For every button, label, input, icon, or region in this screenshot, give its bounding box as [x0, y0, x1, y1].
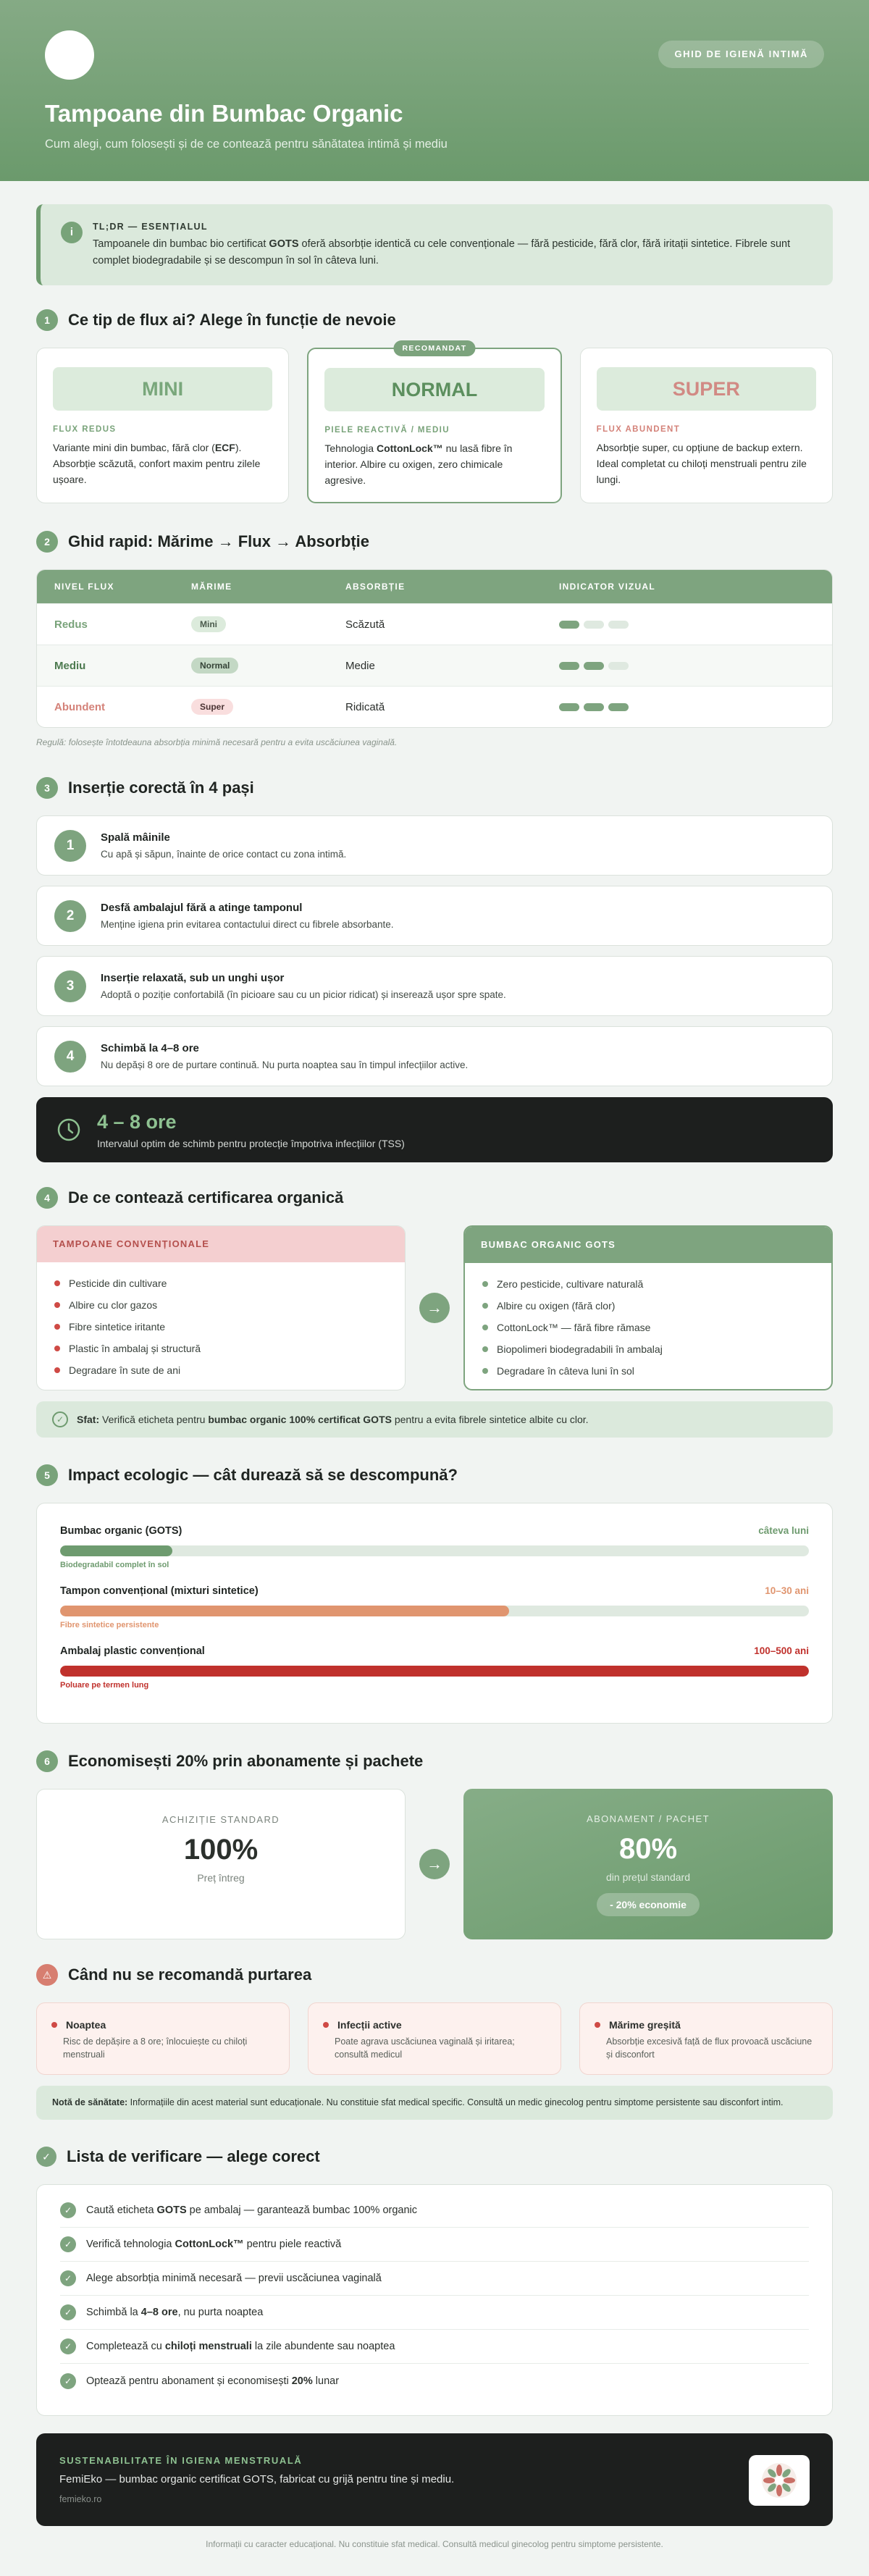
warning-cards [36, 2002, 833, 2075]
warning-card: Noaptea Risc de depășire a 8 ore; înlocuiește cu chiloți menstruali [36, 2002, 290, 2075]
progress-fill [60, 1666, 809, 1677]
col-header: INDICATOR VIZUAL [559, 582, 656, 592]
warning-text: Risc de depășire a 8 ore; înlocuiește cu chiloți menstruali [63, 2036, 248, 2060]
section-flux-header [36, 307, 833, 333]
eco-impact-card [36, 1503, 833, 1724]
indicator-bar [559, 662, 579, 670]
clock-icon [56, 1117, 81, 1142]
col-header: ABSORBȚIE [345, 582, 406, 592]
checklist-item: ✓ Optează pentru abonament și economisești 20% lunar [60, 2364, 809, 2398]
eco-row [60, 1585, 809, 1629]
flower-logo-icon [760, 2462, 798, 2499]
indicator-bar [608, 662, 629, 670]
checklist-item: ✓ Completează cu chiloți menstruali la zile abundente sau noaptea [60, 2330, 809, 2364]
size-pill: Normal [191, 658, 238, 674]
recommended-badge: RECOMANDAT [393, 340, 475, 356]
organic-title: BUMBAC ORGANIC GOTS [465, 1227, 831, 1263]
list-item: Fibre sintetice iritante [54, 1316, 387, 1338]
flux-name: MINI [53, 367, 272, 411]
warning-card: Mărime greșită Absorbție excesivă față de flux provoacă uscăciune și disconfort [579, 2002, 833, 2075]
section-number: 4 [36, 1187, 58, 1209]
standard-price-card [36, 1789, 406, 1939]
table-note: Regulă: folosește întotdeauna absorbția minimă necesară pentru a evita uscăciunea vaginală. [36, 737, 398, 747]
progress-fill [60, 1545, 172, 1556]
footer-logo [749, 2455, 810, 2506]
list-item: Albire cu oxigen (fără clor) [482, 1295, 814, 1317]
flux-name: NORMAL [324, 368, 544, 411]
col-header: MĂRIME [191, 582, 232, 592]
step-title: Schimbă la 4–8 ore [101, 1042, 199, 1054]
flux-card-mini[interactable] [36, 348, 289, 503]
organic-card [463, 1225, 833, 1390]
subscription-price-card[interactable] [463, 1789, 833, 1939]
flux-cards [36, 344, 833, 503]
step-number: 1 [54, 830, 86, 862]
list-item: Pesticide din cultivare [54, 1272, 387, 1294]
section-title: Economisești 20% prin abonamente și pachete [68, 1752, 424, 1770]
interval-text: Intervalul optim de schimb pentru protecție împotriva infecțiilor (TSS) [97, 1137, 405, 1149]
check-circle-icon: ✓ [52, 1411, 68, 1427]
subscription-desc: din prețul standard [606, 1871, 690, 1883]
section-cert-header [36, 1185, 833, 1211]
arrow-right-icon: → [419, 1293, 450, 1323]
flux-desc: Variante mini din bumbac, fără clor (ECF). Absorbție scăzută, confort maxim pentru zilele ușoare. [53, 442, 261, 485]
hero-header [0, 0, 869, 181]
flow-level: Redus [54, 618, 88, 631]
material-name: Tampon convențional (mixturi sintetice) [60, 1585, 259, 1597]
checklist-icon: ✓ [36, 2147, 56, 2167]
checklist-item: ✓ Verifică tehnologia CottonLock™ pentru piele reactivă [60, 2228, 809, 2262]
step-item [36, 815, 833, 876]
indicator-bar [608, 621, 629, 629]
check-icon: ✓ [60, 2236, 76, 2252]
tip-box [36, 1401, 833, 1438]
bullet-icon [595, 2022, 600, 2028]
table-header [37, 570, 832, 603]
list-item: Albire cu clor gazos [54, 1294, 387, 1316]
material-note: Fibre sintetice persistente [60, 1621, 159, 1629]
material-name: Bumbac organic (GOTS) [60, 1525, 182, 1537]
visual-indicator [559, 703, 832, 711]
arrow-right-icon: → [419, 1849, 450, 1879]
page-title: Tampoane din Bumbac Organic [45, 100, 403, 127]
check-icon: ✓ [60, 2338, 76, 2354]
step-title: Desfă ambalajul fără a atinge tamponul [101, 902, 303, 914]
section-steps-header [36, 775, 833, 801]
tldr-label: TL;DR — ESENȚIALUL [93, 222, 208, 232]
table-row [37, 645, 832, 686]
footer-text: FemiEko — bumbac organic certificat GOTS, fabricat cu grijă pentru tine și mediu. [59, 2473, 455, 2485]
section-title: Ce tip de flux ai? Alege în funcție de nevoie [68, 311, 396, 329]
tip-text: Sfat: Verifică eticheta pentru bumbac organic 100% certificat GOTS pentru a evita fibrele sintetice albite cu clor. [77, 1414, 589, 1425]
checklist-card [36, 2184, 833, 2416]
checklist-item: ✓ Alege absorbția minimă necesară — previi uscăciunea vaginală [60, 2262, 809, 2296]
list-item: Degradare în câteva luni în sol [482, 1360, 814, 1382]
step-text: Cu apă și săpun, înainte de orice contact cu zona intimă. [101, 849, 347, 860]
progress-fill [60, 1606, 509, 1616]
flow-level: Abundent [54, 700, 105, 713]
material-note: Poluare pe termen lung [60, 1681, 149, 1690]
decompose-time: câteva luni [758, 1525, 809, 1536]
subscription-value: 80% [618, 1833, 678, 1865]
page-subtitle: Cum alegi, cum folosești și de ce contează pentru sănătatea intimă și mediu [45, 138, 448, 151]
disclaimer: Informații cu caracter educațional. Nu constituie sfat medical. Consultă medicul ginecolog pentru simptome persistente. [206, 2539, 663, 2549]
section-title: Inserție corectă în 4 pași [68, 779, 254, 797]
standard-label: ACHIZIȚIE STANDARD [161, 1814, 280, 1825]
savings-compare [36, 1789, 833, 1939]
checklist-item: ✓ Caută eticheta GOTS pe ambalaj — garantează bumbac 100% organic [60, 2194, 809, 2228]
table-row [37, 686, 832, 727]
warning-icon: ⚠ [36, 1964, 58, 1986]
bullet-icon [323, 2022, 329, 2028]
step-text: Menține igiena prin evitarea contactului direct cu fibrele absorbante. [101, 919, 394, 930]
check-icon: ✓ [60, 2304, 76, 2320]
step-text: Adoptă o poziție confortabilă (în picioare sau cu un picior ridicat) și inserează ușor spre spate. [101, 989, 506, 1000]
section-number: 6 [36, 1750, 58, 1772]
indicator-bar [559, 703, 579, 711]
tldr-text: Tampoanele din bumbac bio certificat GOTS oferă absorbție identică cu cele convenționale — fără pesticide, fără clor, fără iritații sintetice. Fibrele sunt complet biodegradabile și se descompun în sol în câteva luni. [93, 238, 791, 267]
section-title: Impact ecologic — cât durează să se descompună? [68, 1466, 458, 1484]
indicator-bar [559, 621, 579, 629]
tldr-box [36, 204, 833, 285]
list-item: CottonLock™ — fără fibre rămase [482, 1317, 814, 1338]
section-number: 3 [36, 777, 58, 799]
flux-kind: FLUX REDUS [53, 425, 117, 434]
certification-compare [36, 1225, 833, 1390]
section-number: 5 [36, 1464, 58, 1486]
savings-badge: - 20% economie [597, 1893, 700, 1916]
progress-track [60, 1666, 809, 1677]
section-eco-header [36, 1462, 833, 1488]
flow-level: Mediu [54, 659, 86, 672]
step-title: Inserție relaxată, sub un unghi ușor [101, 972, 285, 984]
standard-value: 100% [183, 1834, 259, 1866]
list-item: Plastic în ambalaj și structură [54, 1338, 387, 1359]
col-header: NIVEL FLUX [54, 582, 114, 592]
section-title: Lista de verificare — alege corect [67, 2147, 320, 2165]
step-item [36, 886, 833, 946]
material-name: Ambalaj plastic convențional [60, 1645, 205, 1657]
visual-indicator [559, 662, 832, 670]
size-pill: Super [191, 699, 233, 715]
flux-name: SUPER [597, 367, 816, 411]
warning-text: Poate agrava uscăciunea vaginală și iritarea; consultă medicul [335, 2036, 515, 2060]
checklist-item: ✓ Schimbă la 4–8 ore, nu purta noaptea [60, 2296, 809, 2330]
eco-row [60, 1525, 809, 1569]
indicator-bar [584, 703, 604, 711]
step-number: 3 [54, 970, 86, 1002]
size-pill: Mini [191, 616, 226, 632]
flux-desc: Tehnologia CottonLock™ nu lasă fibre în interior. Albire cu oxigen, zero chimicale agresive. [324, 442, 513, 486]
material-note: Biodegradabil complet în sol [60, 1561, 169, 1569]
warning-card: Infecții active Poate agrava uscăciunea vaginală și iritarea; consultă medicul [308, 2002, 561, 2075]
info-icon: i [61, 222, 83, 243]
guide-badge: GHID DE IGIENĂ INTIMĂ [658, 41, 824, 68]
visual-indicator [559, 621, 832, 629]
insertion-steps [36, 815, 833, 1096]
step-item [36, 956, 833, 1016]
section-number: 1 [36, 309, 58, 331]
section-warnings-header [36, 1962, 833, 1988]
check-icon: ✓ [60, 2373, 76, 2389]
table-row [37, 603, 832, 645]
step-title: Spală mâinile [101, 831, 170, 844]
decompose-time: 10–30 ani [765, 1585, 809, 1596]
section-checklist-header [36, 2144, 833, 2170]
absorption-value: Ridicată [345, 700, 385, 713]
flux-kind: FLUX ABUNDENT [596, 425, 681, 434]
progress-track [60, 1606, 809, 1616]
subscription-label: ABONAMENT / PACHET [587, 1813, 710, 1824]
absorption-value: Scăzută [345, 618, 385, 631]
eco-row [60, 1645, 809, 1690]
flux-card-normal[interactable] [307, 344, 561, 503]
flux-card-super[interactable] [580, 348, 833, 503]
check-icon: ✓ [60, 2270, 76, 2286]
indicator-bar [584, 662, 604, 670]
section-guide-header [36, 529, 833, 555]
step-item [36, 1026, 833, 1086]
indicator-bar [608, 703, 629, 711]
footer-kicker: SUSTENABILITATE ÎN IGIENA MENSTRUALĂ [59, 2455, 303, 2466]
brand-logo [45, 30, 94, 80]
standard-desc: Preț întreg [197, 1872, 245, 1884]
interval-value: 4 – 8 ore [97, 1110, 177, 1133]
section-savings-header [36, 1748, 833, 1774]
absorption-value: Medie [345, 659, 375, 672]
indicator-bar [584, 621, 604, 629]
size-guide-table [36, 569, 833, 728]
bullet-icon [51, 2022, 57, 2028]
footer [36, 2433, 833, 2526]
section-title: De ce contează certificarea organică [68, 1188, 344, 1207]
conventional-card [36, 1225, 406, 1390]
change-interval-banner [36, 1097, 833, 1162]
flux-kind: PIELE REACTIVĂ / MEDIU [324, 426, 450, 435]
health-note: Notă de sănătate: Informațiile din acest material sunt educaționale. Nu constituie sfat medical specific. Consultă un medic ginecolog pentru simptome persistente sau disconfort intim. [36, 2086, 833, 2120]
section-title: Când nu se recomandă purtarea [68, 1965, 312, 1984]
progress-track [60, 1545, 809, 1556]
list-item: Degradare în sute de ani [54, 1359, 387, 1381]
section-title: Ghid rapid: Mărime → Flux → Absorbție [68, 532, 370, 550]
warning-text: Absorbție excesivă față de flux provoacă uscăciune și disconfort [606, 2036, 813, 2060]
list-item: Biopolimeri biodegradabili în ambalaj [482, 1338, 814, 1360]
section-number: 2 [36, 531, 58, 553]
list-item: Zero pesticide, cultivare naturală [482, 1273, 814, 1295]
flux-desc: Absorbție super, cu opțiune de backup extern. Ideal completat cu chiloți menstruali pentru zile lungi. [596, 442, 807, 485]
footer-link[interactable]: femieko.ro [59, 2494, 102, 2504]
check-icon: ✓ [60, 2202, 76, 2218]
step-text: Nu depăși 8 ore de purtare continuă. Nu purta noaptea sau în timpul infecțiilor active. [101, 1060, 469, 1070]
conventional-title: TAMPOANE CONVENȚIONALE [37, 1226, 405, 1262]
step-number: 2 [54, 900, 86, 932]
decompose-time: 100–500 ani [754, 1645, 809, 1656]
step-number: 4 [54, 1041, 86, 1073]
